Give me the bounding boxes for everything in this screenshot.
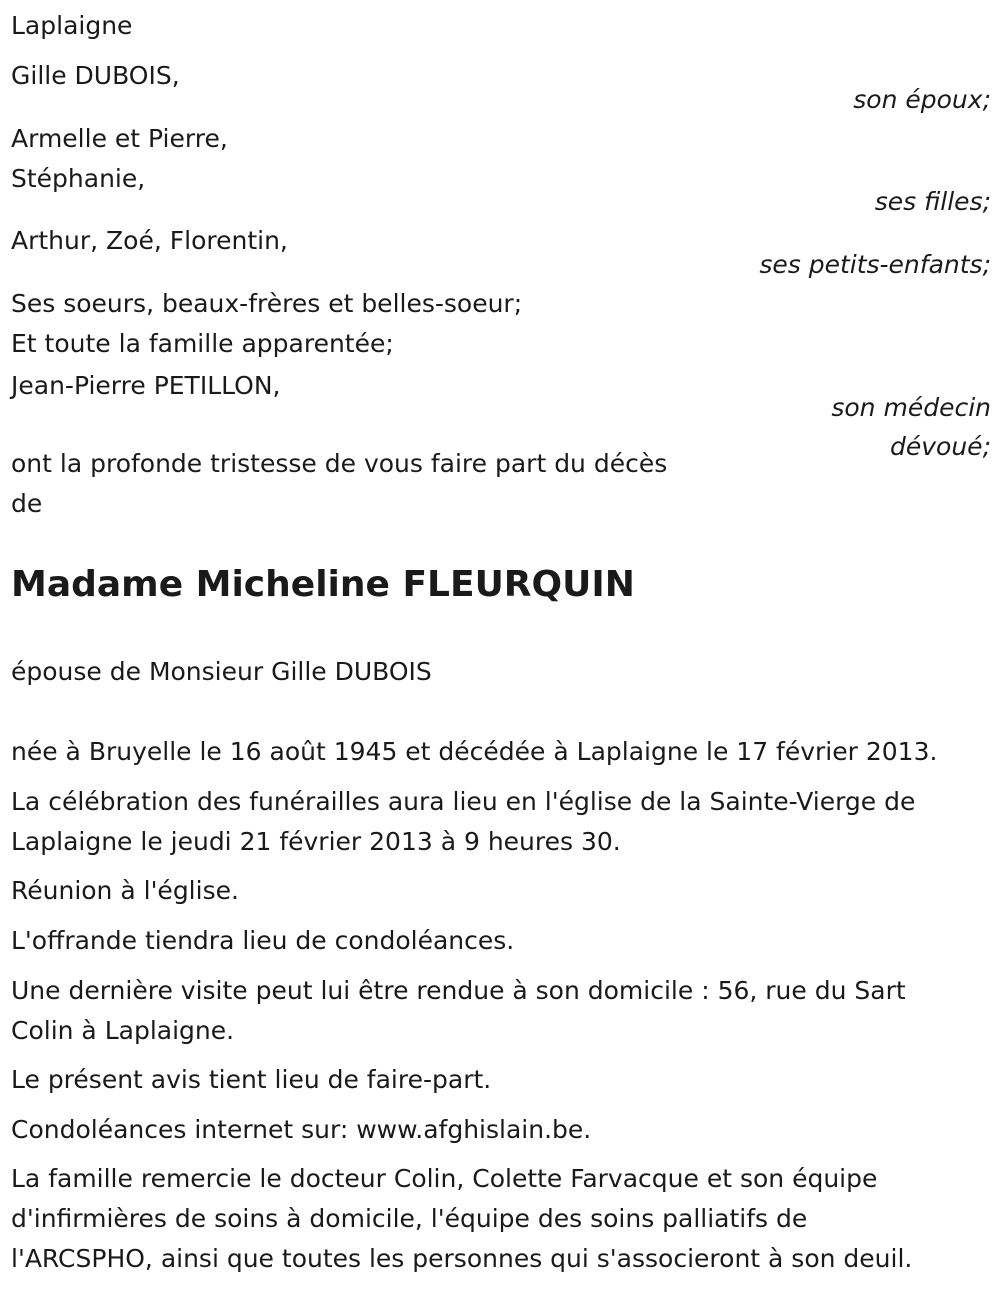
grandchildren-names: Arthur, Zoé, Florentin,: [11, 226, 288, 255]
siblings-line: Ses soeurs, beaux-frères et belles-soeur;: [11, 289, 523, 318]
announcement-line-1: ont la profonde tristesse de vous faire part du décès: [11, 449, 668, 478]
funeral-line-1: La célébration des funérailles aura lieu en l'église de la Sainte-Vierge de: [11, 787, 916, 816]
doctor-name: Jean-Pierre PETILLON,: [11, 371, 281, 400]
doctor-relation-2: dévoué;: [890, 432, 991, 461]
daughter-2: Stéphanie,: [11, 164, 146, 193]
daughter-1: Armelle et Pierre,: [11, 124, 228, 153]
thanks-line-3: l'ARCSPHO, ainsi que toutes les personnes qui s'associeront à son deuil.: [11, 1244, 913, 1273]
doctor-relation-1: son médecin: [831, 393, 991, 422]
visit-line-1: Une dernière visite peut lui être rendue à son domicile : 56, rue du Sart: [11, 976, 906, 1005]
spouse-relation: son époux;: [853, 85, 991, 114]
announcement-line-2: de: [11, 489, 43, 518]
offering-line: L'offrande tiendra lieu de condoléances.: [11, 926, 515, 955]
daughters-relation: ses filles;: [874, 187, 991, 216]
thanks-line-1: La famille remercie le docteur Colin, Colette Farvacque et son équipe: [11, 1164, 878, 1193]
deceased-name: Madame Micheline FLEURQUIN: [11, 564, 635, 605]
grandchildren-relation: ses petits-enfants;: [759, 250, 991, 279]
condolences-line: Condoléances internet sur: www.afghislain.be.: [11, 1115, 592, 1144]
spouse-name: Gille DUBOIS,: [11, 61, 180, 90]
thanks-line-2: d'infirmières de soins à domicile, l'équipe des soins palliatifs de: [11, 1204, 808, 1233]
funeral-line-2: Laplaigne le jeudi 21 février 2013 à 9 heures 30.: [11, 827, 621, 856]
birth-death-line: née à Bruyelle le 16 août 1945 et décédée à Laplaigne le 17 février 2013.: [11, 737, 938, 766]
spouse-of-line: épouse de Monsieur Gille DUBOIS: [11, 657, 432, 686]
place-heading: Laplaigne: [11, 11, 133, 40]
visit-line-2: Colin à Laplaigne.: [11, 1016, 235, 1045]
family-line: Et toute la famille apparentée;: [11, 329, 394, 358]
reunion-line: Réunion à l'église.: [11, 876, 239, 905]
notice-line: Le présent avis tient lieu de faire-part.: [11, 1065, 492, 1094]
